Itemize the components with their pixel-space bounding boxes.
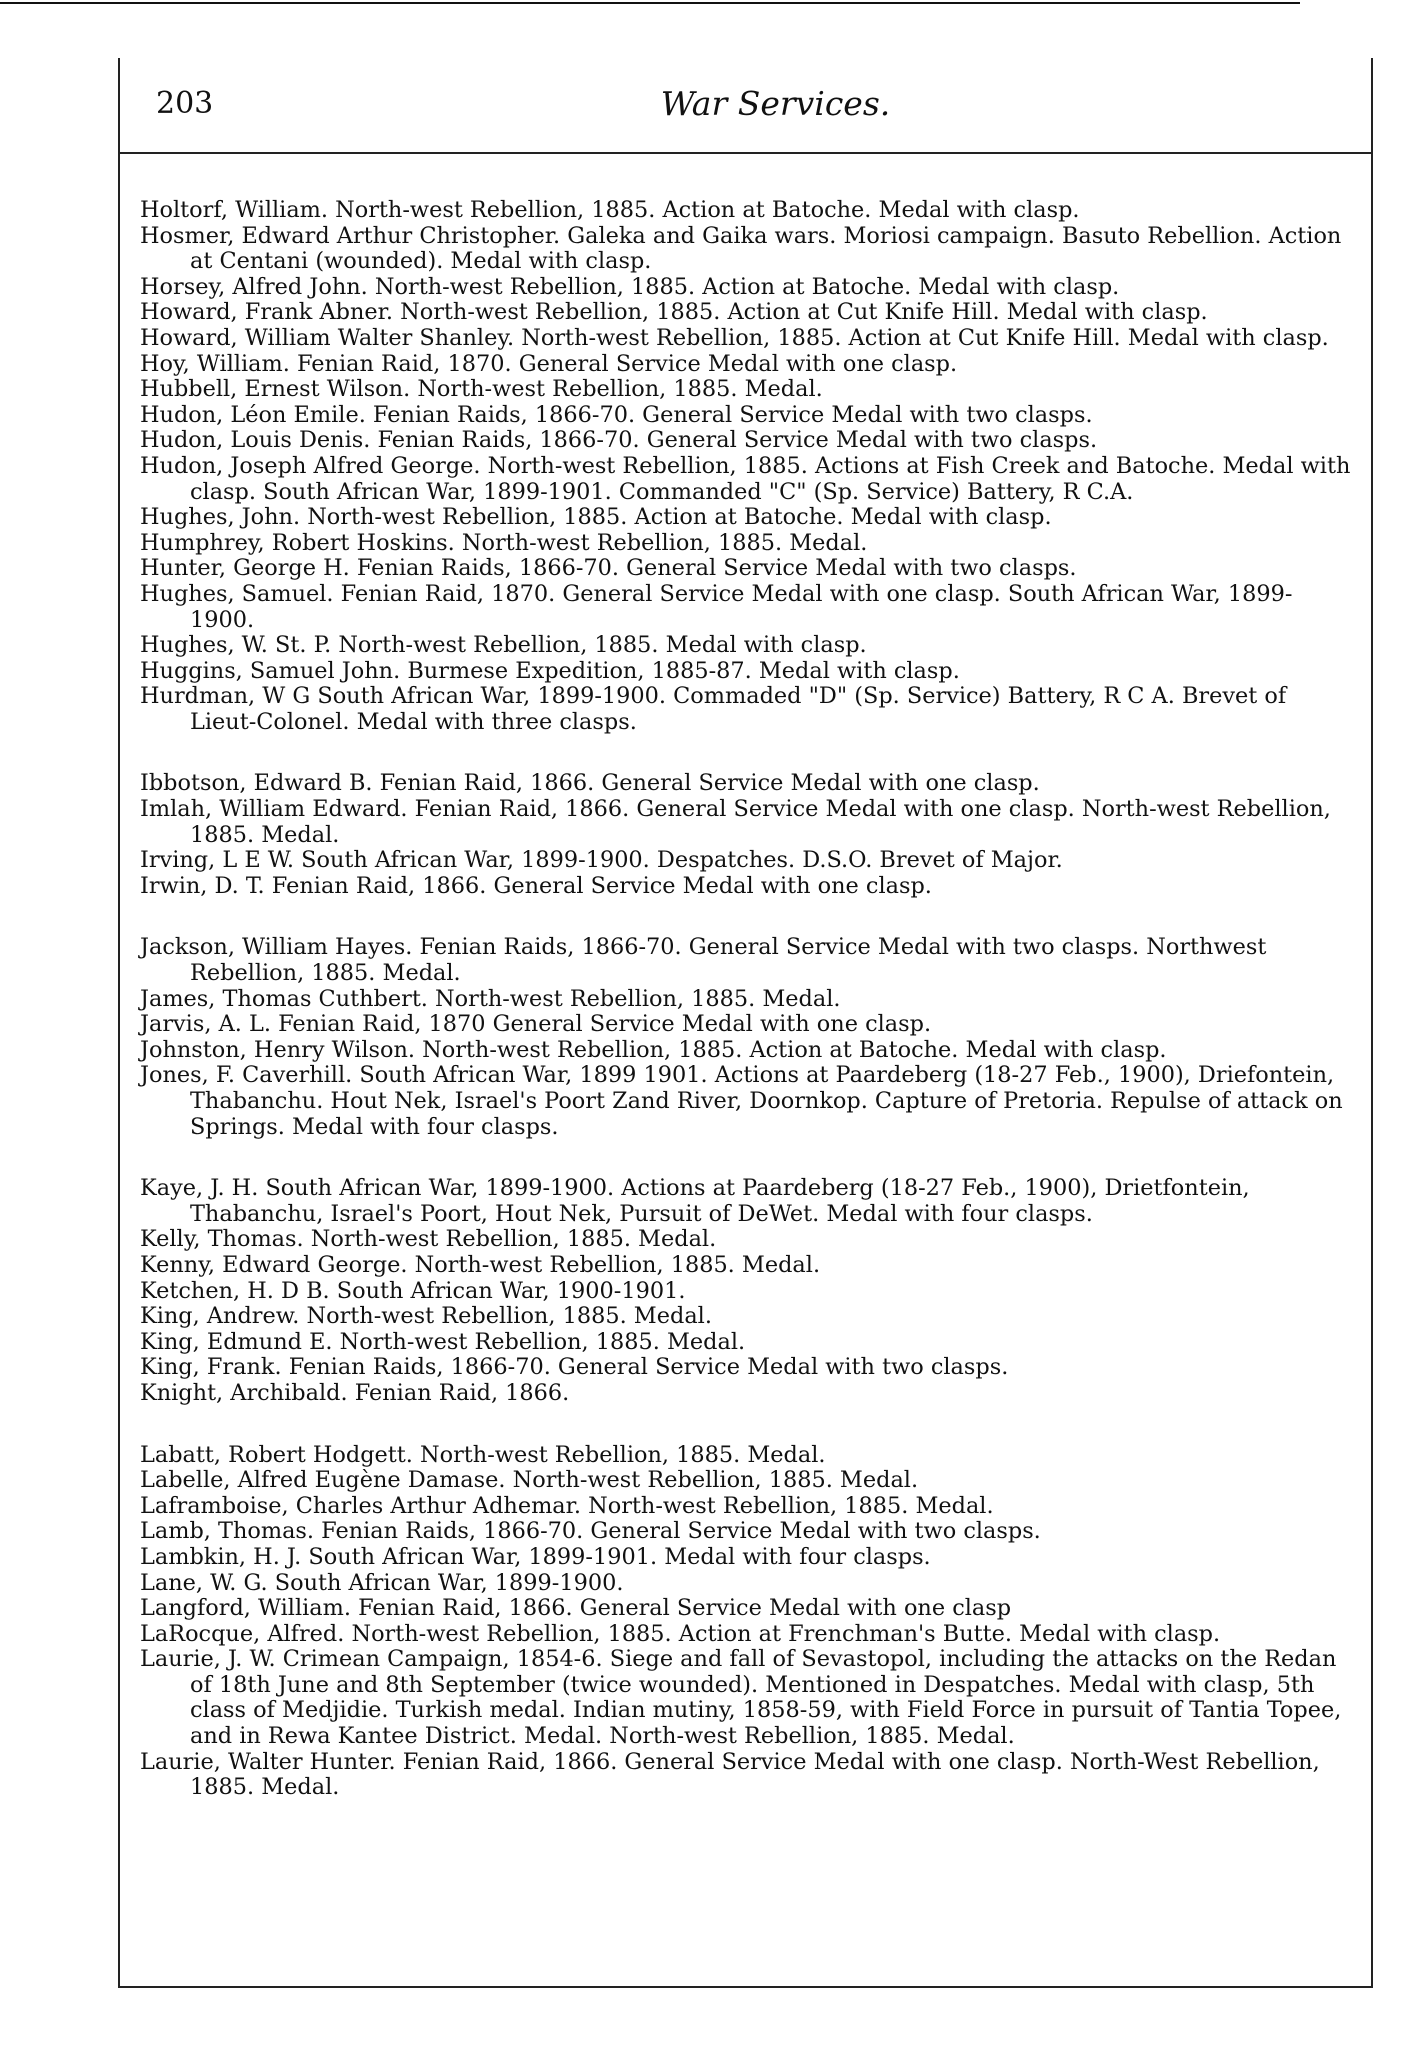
service-entry: Laurie, Walter Hunter. Fenian Raid, 1866. General Service Medal with one clasp. North-West Rebellion, 1885. Medal. [140, 1748, 1320, 1801]
service-entry: Irving, L E W. South African War, 1899-1900. Despatches. D.S.O. Brevet of Major. [140, 847, 1063, 874]
service-entry: Ibbotson, Edward B. Fenian Raid, 1866. General Service Medal with one clasp. [140, 770, 1040, 797]
service-entry: Hudon, Louis Denis. Fenian Raids, 1866-70. General Service Medal with two clasps. [140, 427, 1098, 454]
service-entry: Hoy, William. Fenian Raid, 1870. General Service Medal with one clasp. [140, 350, 958, 377]
service-entry: King, Edmund E. North-west Rebellion, 1885. Medal. [140, 1328, 746, 1355]
service-entry: Howard, Frank Abner. North-west Rebellion, 1885. Action at Cut Knife Hill. Medal with clasp. [140, 299, 1208, 326]
service-entry: Hughes, Samuel. Fenian Raid, 1870. General Service Medal with one clasp. South African War, 1899-1900. [140, 580, 1293, 633]
entry-group [140, 1443, 1355, 1801]
service-entry: Hunter, George H. Fenian Raids, 1866-70. General Service Medal with two clasps. [140, 555, 1077, 582]
entries-list [140, 198, 1355, 1837]
service-entry: Howard, William Walter Shanley. North-west Rebellion, 1885. Action at Cut Knife Hill. Medal with clasp. [140, 324, 1329, 351]
service-entry: Kelly, Thomas. North-west Rebellion, 1885. Medal. [140, 1226, 717, 1253]
page-header [120, 58, 1371, 154]
service-entry: Johnston, Henry Wilson. North-west Rebellion, 1885. Action at Batoche. Medal with clasp. [140, 1036, 1167, 1063]
service-entry: Labelle, Alfred Eugène Damase. North-west Rebellion, 1885. Medal. [140, 1467, 919, 1494]
service-entry: Kaye, J. H. South African War, 1899-1900. Actions at Paardeberg (18-27 Feb., 1900), Drietfontein, Thabanchu, Israel's Poort, Hout Nek, Pursuit of DeWet. Medal with four clasps. [140, 1175, 1250, 1227]
service-entry: Hosmer, Edward Arthur Christopher. Galeka and Gaika wars. Moriosi campaign. Basuto Rebellion. Action at Centani (wounded). Medal with clasp. [140, 222, 1342, 275]
service-entry: Jones, F. Caverhill. South African War, 1899 1901. Actions at Paardeberg (18-27 Feb., 1900), Driefontein, Thabanchu. Hout Nek, Israel's Poort Zand River, Doornkop. Capture of Pretoria. Repulse of attack on Springs. Medal with four clasps. [140, 1062, 1343, 1140]
service-entry: Langford, William. Fenian Raid, 1866. General Service Medal with one clasp [140, 1595, 1012, 1622]
service-entry: LaRocque, Alfred. North-west Rebellion, 1885. Action at Frenchman's Butte. Medal with clasp. [140, 1620, 1221, 1647]
service-entry: King, Frank. Fenian Raids, 1866-70. General Service Medal with two clasps. [140, 1354, 1009, 1381]
service-entry: Imlah, William Edward. Fenian Raid, 1866. General Service Medal with one clasp. North-west Rebellion, 1885. Medal. [140, 796, 1331, 848]
service-entry: Hughes, John. North-west Rebellion, 1885. Action at Batoche. Medal with clasp. [140, 504, 1052, 531]
page-title: War Services. [660, 84, 891, 123]
service-entry: Humphrey, Robert Hoskins. North-west Rebellion, 1885. Medal. [140, 529, 868, 556]
service-entry: Hudon, Joseph Alfred George. North-west Rebellion, 1885. Actions at Fish Creek and Batoche. Medal with clasp. South African War, 1899-1901. Commanded "C" (Sp. Service) Battery, R C.A. [140, 452, 1351, 505]
service-entry: Lane, W. G. South African War, 1899-1900. [140, 1569, 624, 1596]
service-entry: Irwin, D. T. Fenian Raid, 1866. General Service Medal with one clasp. [140, 872, 932, 899]
service-entry: Hudon, Léon Emile. Fenian Raids, 1866-70. General Service Medal with two clasps. [140, 401, 1093, 428]
service-entry: Holtorf, William. North-west Rebellion, 1885. Action at Batoche. Medal with clasp. [140, 197, 1080, 223]
service-entry: Ketchen, H. D B. South African War, 1900-1901. [140, 1277, 686, 1304]
service-entry: Jarvis, A. L. Fenian Raid, 1870 General Service Medal with one clasp. [140, 1011, 932, 1038]
service-entry: Hughes, W. St. P. North-west Rebellion, 1885. Medal with clasp. [140, 632, 867, 659]
service-entry: Huggins, Samuel John. Burmese Expedition, 1885-87. Medal with clasp. [140, 657, 960, 684]
entry-group [140, 1176, 1355, 1406]
service-entry: King, Andrew. North-west Rebellion, 1885. Medal. [140, 1303, 712, 1330]
service-entry: Kenny, Edward George. North-west Rebellion, 1885. Medal. [140, 1251, 821, 1278]
service-entry: Lambkin, H. J. South African War, 1899-1901. Medal with four clasps. [140, 1543, 931, 1570]
entry-group [140, 771, 1355, 899]
page-number: 203 [156, 86, 214, 121]
service-entry: Horsey, Alfred John. North-west Rebellion, 1885. Action at Batoche. Medal with clasp. [140, 273, 1120, 300]
service-entry: Laframboise, Charles Arthur Adhemar. North-west Rebellion, 1885. Medal. [140, 1492, 994, 1519]
service-entry: Laurie, J. W. Crimean Campaign, 1854-6. Siege and fall of Sevastopol, including the attacks on the Redan of 18th June and 8th September (twice wounded). Mentioned in Despatches. Medal with clasp, 5th class of Medjidie. Turkish medal. Indian mutiny, 1858-59, with Field Force in pursuit of Tantia Topee, and in Rewa Kantee District. Medal. North-west Rebellion, 1885. Medal. [140, 1646, 1342, 1750]
service-entry: Knight, Archibald. Fenian Raid, 1866. [140, 1379, 570, 1406]
entry-group [140, 198, 1355, 735]
top-rule [0, 2, 1300, 4]
book-page [118, 58, 1373, 1988]
service-entry: Hurdman, W G South African War, 1899-1900. Commaded "D" (Sp. Service) Battery, R C A. Brevet of Lieut-Colonel. Medal with three clasps. [140, 683, 1287, 735]
service-entry: James, Thomas Cuthbert. North-west Rebellion, 1885. Medal. [140, 985, 841, 1012]
service-entry: Lamb, Thomas. Fenian Raids, 1866-70. General Service Medal with two clasps. [140, 1518, 1041, 1545]
service-entry: Labatt, Robert Hodgett. North-west Rebellion, 1885. Medal. [140, 1441, 826, 1468]
entry-group [140, 935, 1355, 1140]
service-entry: Hubbell, Ernest Wilson. North-west Rebellion, 1885. Medal. [140, 376, 823, 403]
service-entry: Jackson, William Hayes. Fenian Raids, 1866-70. General Service Medal with two clasps. Northwest Rebellion, 1885. Medal. [140, 934, 1267, 987]
